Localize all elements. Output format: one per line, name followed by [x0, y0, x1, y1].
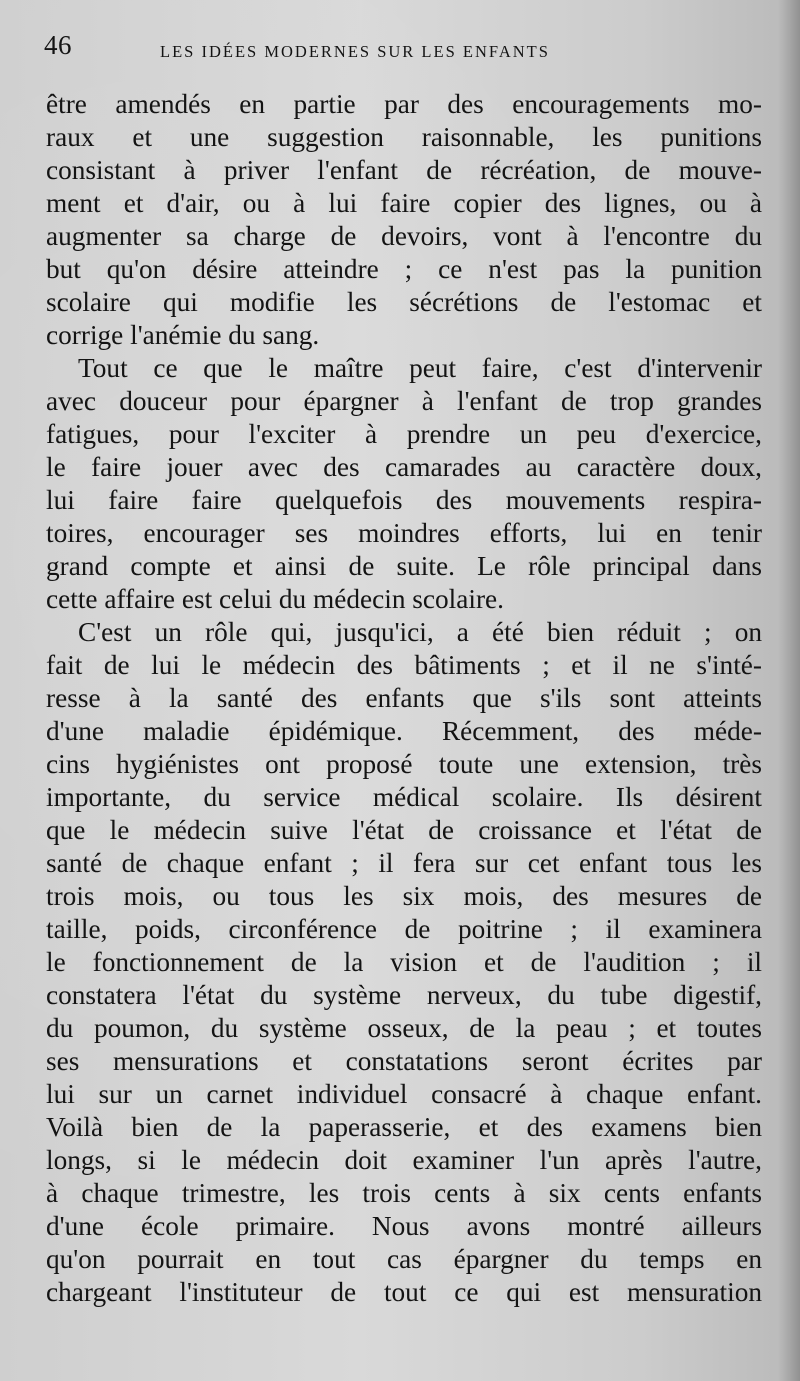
text-line: du poumon, du système osseux, de la peau ; et toutes — [46, 1013, 762, 1043]
paragraph-start: C'est un rôle qui, jusqu'ici, a été bien réduit ; on — [78, 617, 762, 647]
text-line: grand compte et ainsi de suite. Le rôle principal dans — [46, 551, 762, 581]
text-line: qu'on pourrait en tout cas épargner du temps en — [46, 1244, 762, 1274]
text-line: taille, poids, circonférence de poitrine ; il examinera — [46, 914, 762, 944]
page-number: 46 — [44, 30, 72, 60]
text-line: cette affaire est celui du médecin scolaire. — [46, 584, 504, 614]
paragraph-start: Tout ce que le maître peut faire, c'est d'intervenir — [78, 353, 762, 383]
text-line: le faire jouer avec des camarades au caractère doux, — [46, 452, 762, 482]
text-line: consistant à priver l'enfant de récréation, de mouve- — [46, 155, 762, 185]
text-line: d'une maladie épidémique. Récemment, des méde- — [46, 716, 762, 746]
text-line: fatigues, pour l'exciter à prendre un peu d'exercice, — [46, 419, 762, 449]
text-line: constatera l'état du système nerveux, du tube digestif, — [46, 980, 762, 1010]
text-line: que le médecin suive l'état de croissance et l'état de — [46, 815, 762, 845]
text-line: lui faire faire quelquefois des mouvements respira- — [46, 485, 762, 515]
text-line: lui sur un carnet individuel consacré à chaque enfant. — [46, 1079, 762, 1109]
text-line: toires, encourager ses moindres efforts, lui en tenir — [46, 518, 762, 548]
text-line: santé de chaque enfant ; il fera sur cet enfant tous les — [46, 848, 762, 878]
page-header — [44, 30, 760, 70]
text-line: Voilà bien de la paperasserie, et des examens bien — [46, 1112, 762, 1142]
text-line: longs, si le médecin doit examiner l'un après l'autre, — [46, 1145, 762, 1175]
text-line: augmenter sa charge de devoirs, vont à l'encontre du — [46, 221, 762, 251]
page-edge-shadow — [778, 0, 800, 1381]
text-line: avec douceur pour épargner à l'enfant de trop grandes — [46, 386, 762, 416]
text-line: importante, du service médical scolaire. Ils désirent — [46, 782, 762, 812]
text-line: à chaque trimestre, les trois cents à six cents enfants — [46, 1178, 762, 1208]
text-line: ses mensurations et constatations seront écrites par — [46, 1046, 762, 1076]
text-line: corrige l'anémie du sang. — [46, 320, 320, 350]
text-line: scolaire qui modifie les sécrétions de l'estomac et — [46, 287, 762, 317]
text-line: cins hygiénistes ont proposé toute une extension, très — [46, 749, 762, 779]
text-line: trois mois, ou tous les six mois, des mesures de — [46, 881, 762, 911]
text-line: ment et d'air, ou à lui faire copier des lignes, ou à — [46, 188, 762, 218]
text-line: fait de lui le médecin des bâtiments ; et il ne s'inté- — [46, 650, 762, 680]
text-line: resse à la santé des enfants que s'ils sont atteints — [46, 683, 762, 713]
running-head: LES IDÉES MODERNES SUR LES ENFANTS — [160, 42, 550, 61]
text-line: être amendés en partie par des encouragements mo- — [46, 89, 762, 119]
text-line: but qu'on désire atteindre ; ce n'est pas la punition — [46, 254, 762, 284]
text-line: chargeant l'instituteur de tout ce qui est mensuration — [46, 1277, 762, 1307]
text-line: raux et une suggestion raisonnable, les punitions — [46, 122, 762, 152]
text-line: d'une école primaire. Nous avons montré ailleurs — [46, 1211, 762, 1241]
text-line: le fonctionnement de la vision et de l'audition ; il — [46, 947, 762, 977]
